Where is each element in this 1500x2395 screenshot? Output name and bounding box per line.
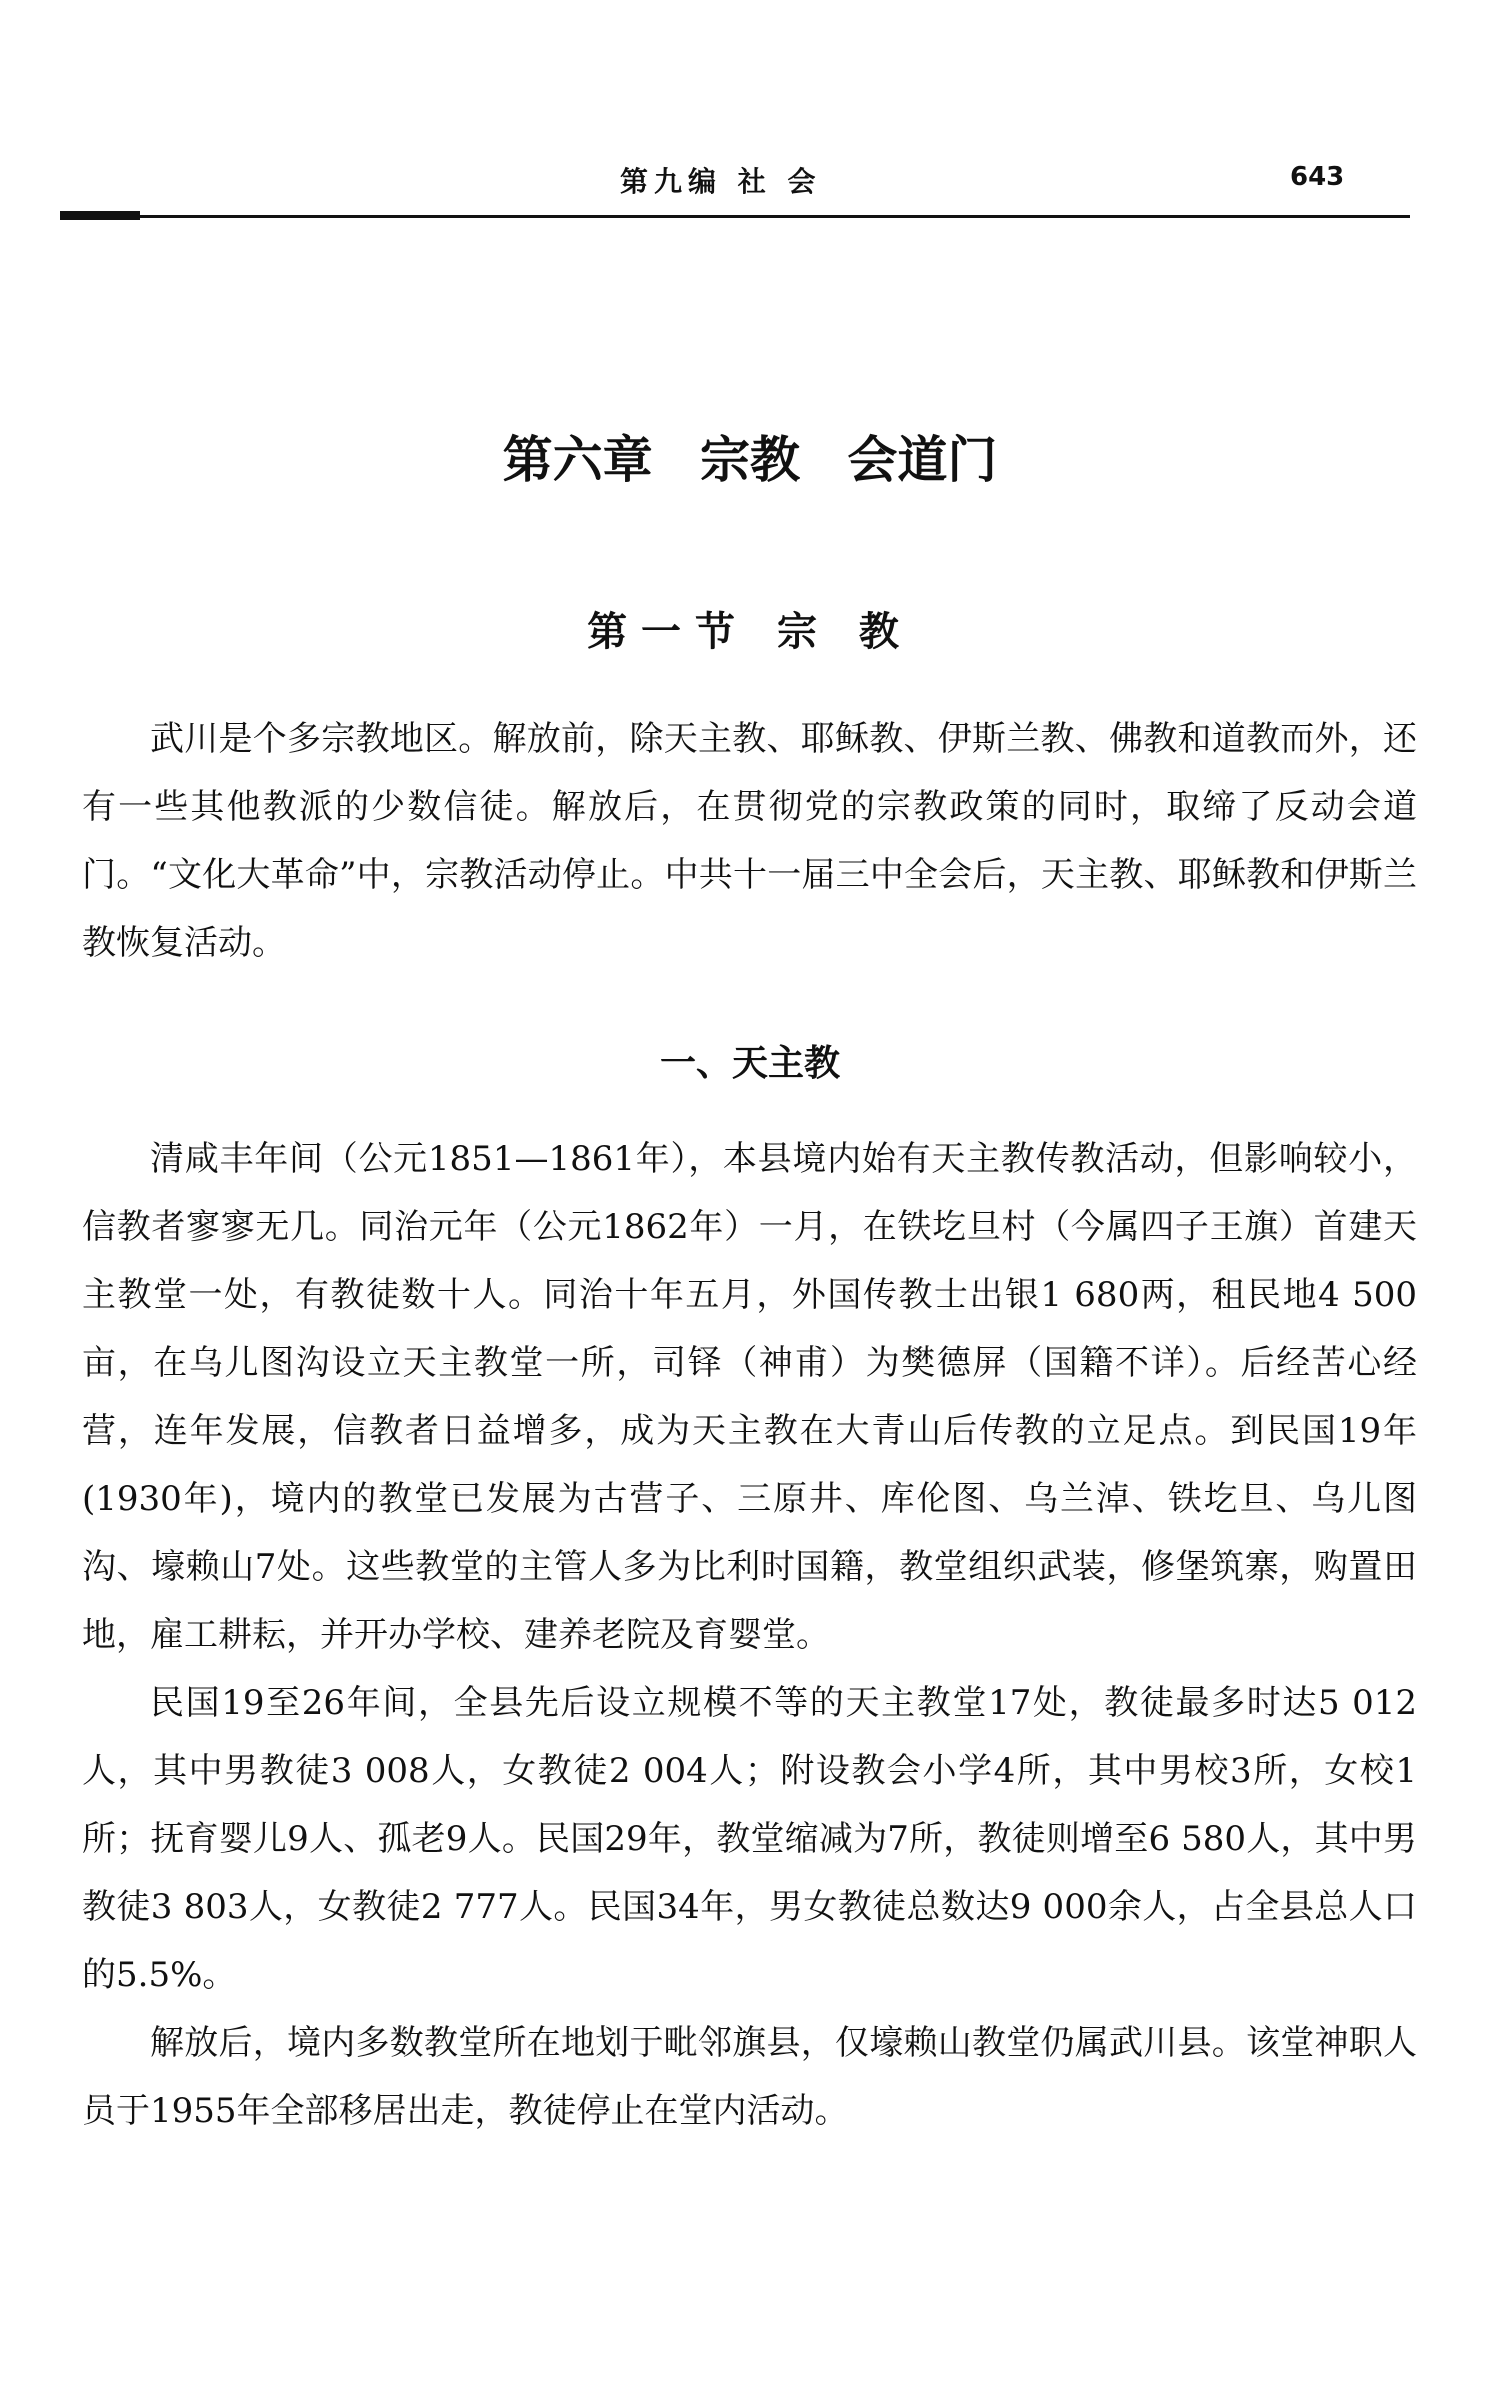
paragraph: 清咸丰年间（公元1851—1861年），本县境内始有天主教传教活动，但影响较小，信教者寥寥无几。同治元年（公元1862年）一月，在铁圪旦村（今属四子王旗）首建天主教堂一处，有教徒数十人。同治十年五月，外国传教士出银1 680两，租民地4 500亩，在乌儿图沟设立天主教堂一所，司铎（神甫）为樊德屏（国籍不详）。后经苦心经营，连年发展，信教者日益增多，成为天主教在大青山后传教的立足点。到民国19年(1930年)，境内的教堂已发展为古营子、三原井、库伦图、乌兰淖、铁圪旦、乌儿图沟、壕赖山7处。这些教堂的主管人多为比利时国籍，教堂组织武装，修堡筑寨，购置田地，雇工耕耘，并开办学校、建养老院及育婴堂。 — [82, 1139, 1417, 1655]
intro-paragraph: 武川是个多宗教地区。解放前，除天主教、耶稣教、伊斯兰教、佛教和道教而外，还有一些其他教派的少数信徒。解放后，在贯彻党的宗教政策的同时，取缔了反动会道门。“文化大革命”中，宗教活动停止。中共十一届三中全会后，天主教、耶稣教和伊斯兰教恢复活动。 — [82, 719, 1417, 963]
chapter-title: 第六章 宗教 会道门 — [502, 431, 998, 489]
header-rule — [60, 215, 1410, 218]
catholicism-body — [82, 1125, 1417, 2145]
paragraph: 民国19至26年间，全县先后设立规模不等的天主教堂17处，教徒最多时达5 012人，其中男教徒3 008人，女教徒2 004人；附设教会小学4所，其中男校3所，女校1所；抚育婴儿9人、孤老9人。民国29年，教堂缩减为7所，教徒则增至6 580人，其中男教徒3 803人，女教徒2 777人。民国34年，男女教徒总数达9 000余人，占全县总人口的5.5%。 — [82, 1683, 1417, 1995]
page-number: 643 — [1290, 162, 1345, 192]
section-title: 第一节 宗 教 — [587, 608, 913, 655]
subsection-title: 一、天主教 — [659, 1043, 840, 1084]
running-head: 第九编 社 会 — [620, 165, 822, 198]
paragraph: 解放后，境内多数教堂所在地划于毗邻旗县，仅壕赖山教堂仍属武川县。该堂神职人员于1955年全部移居出走，教徒停止在堂内活动。 — [82, 2023, 1417, 2131]
intro-block — [82, 705, 1417, 977]
